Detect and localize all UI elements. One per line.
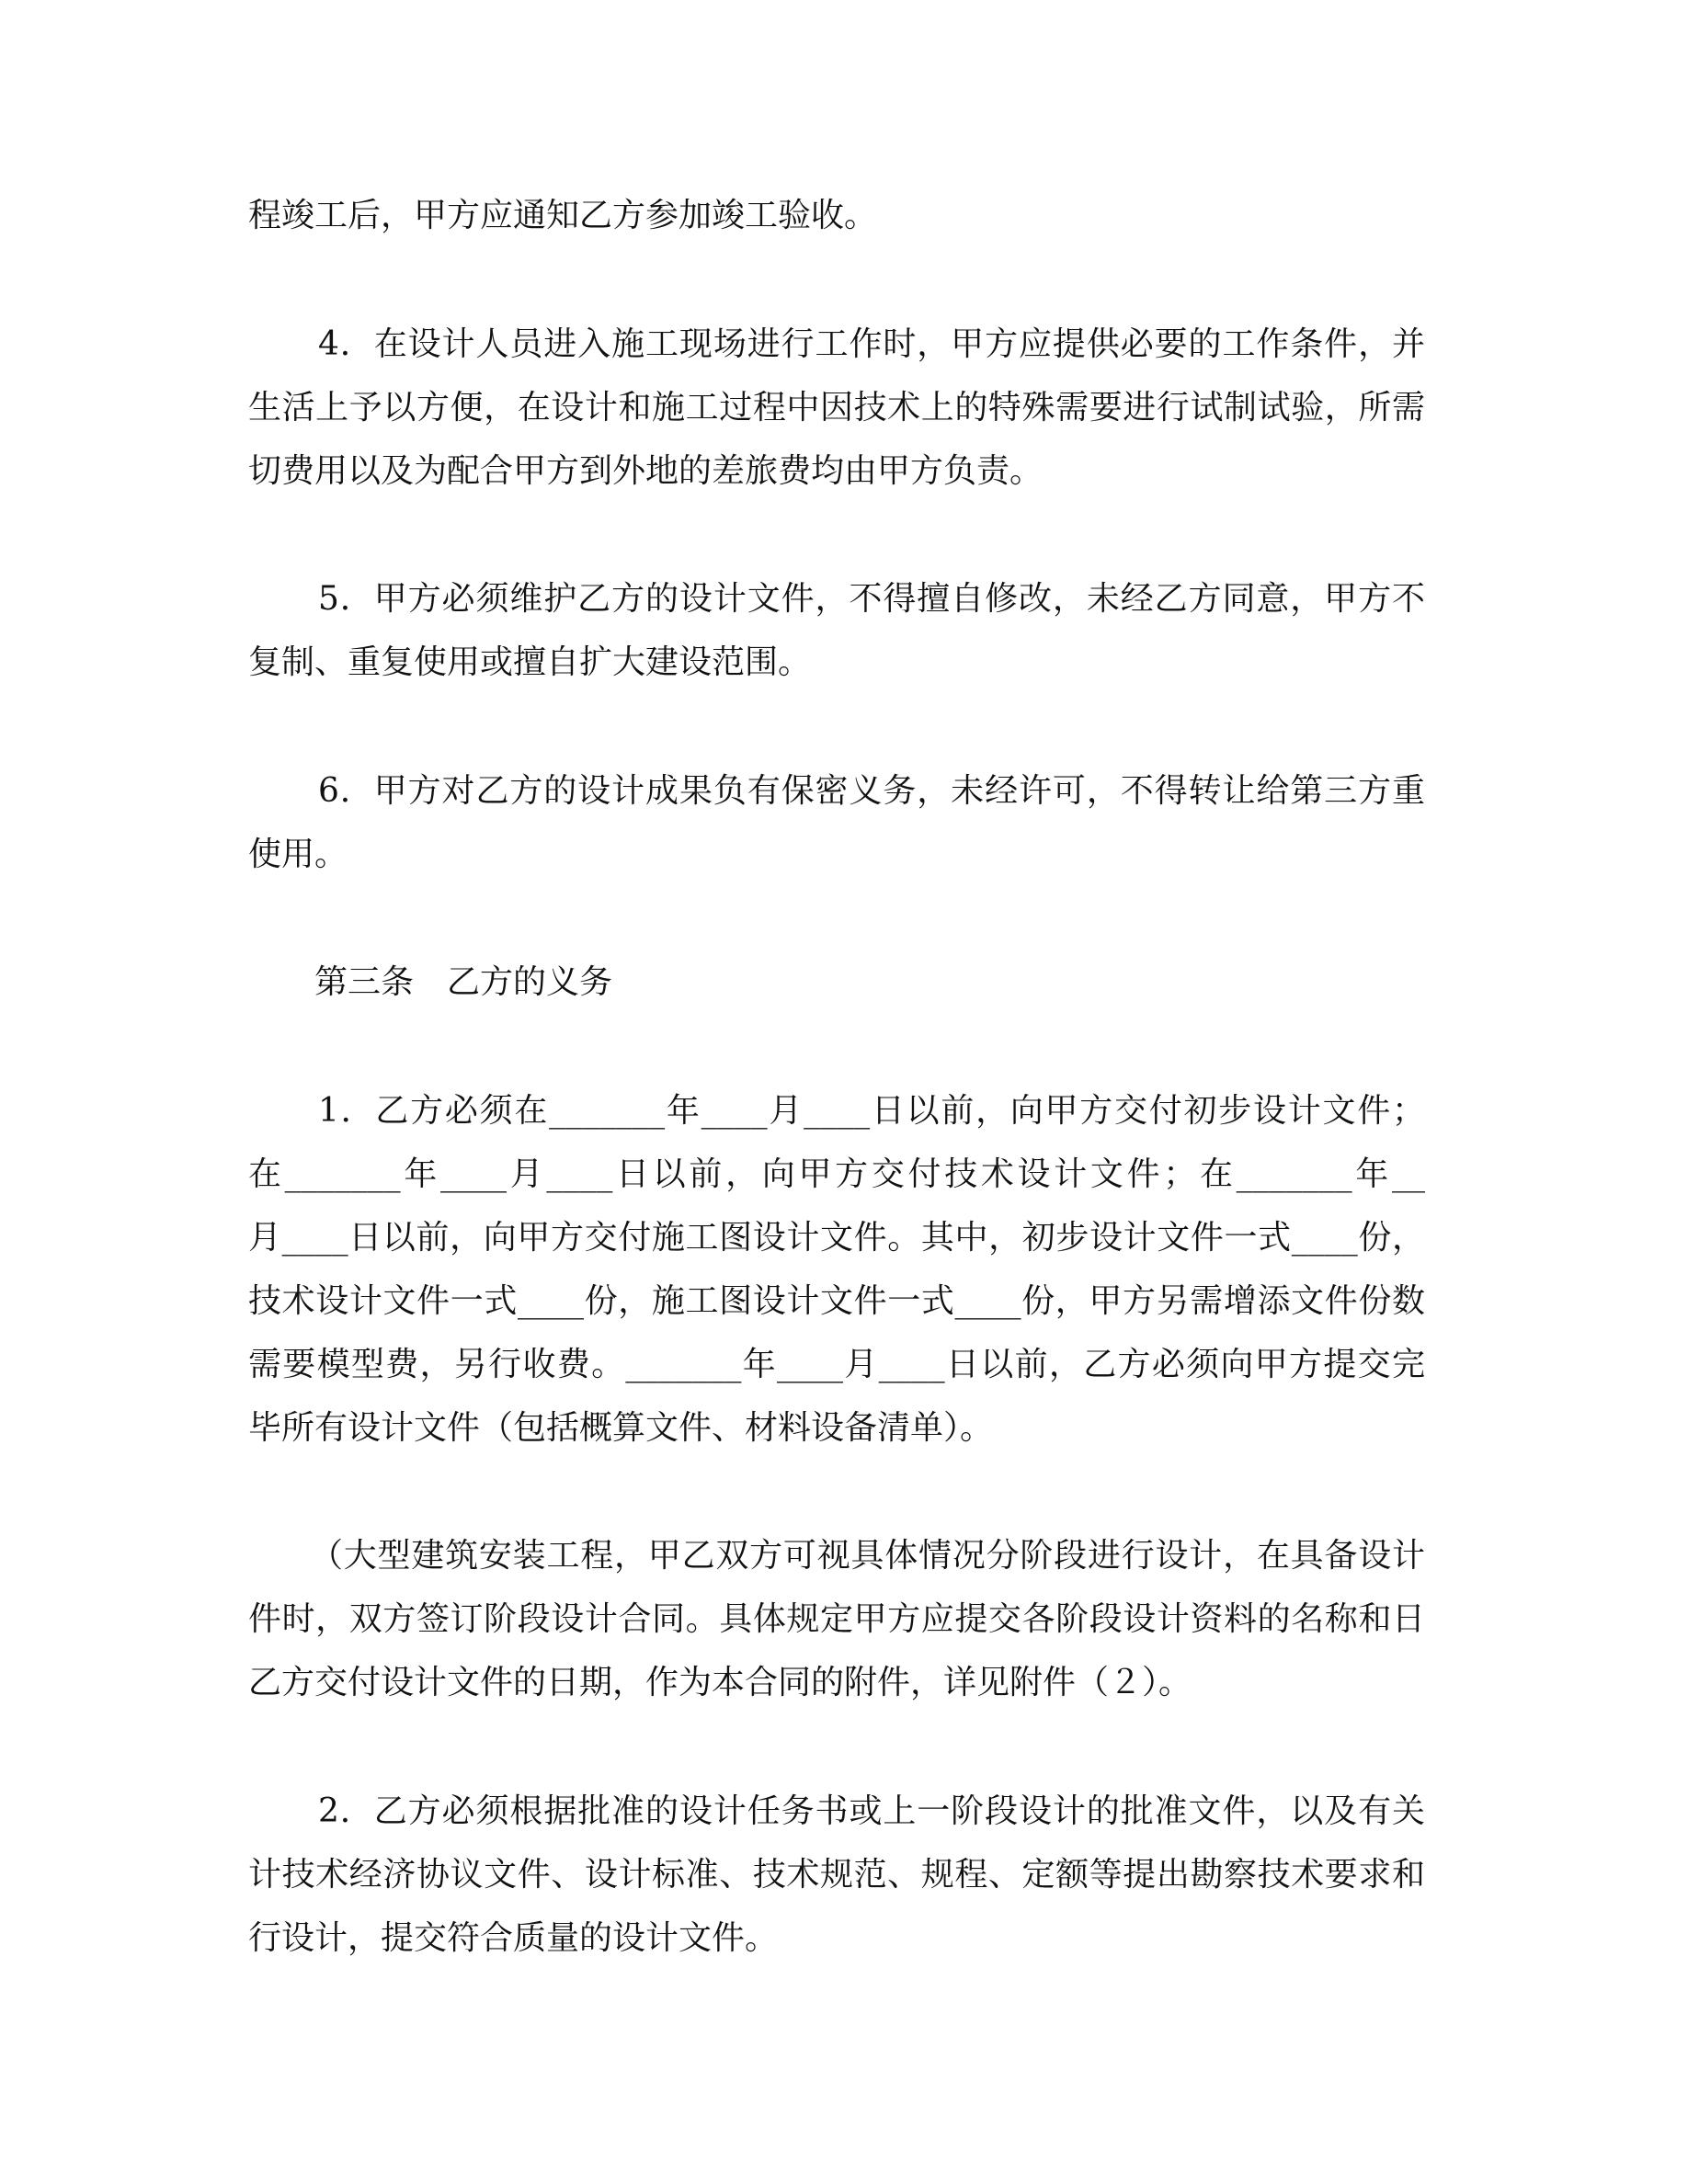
clause-5-line: 5．甲方必须维护乙方的设计文件，不得擅自修改，未经乙方同意，甲方不: [318, 580, 1425, 618]
obligation-1-line: 技术设计文件一式____份，施工图设计文件一式____份，甲方另需增添文件份数: [248, 1282, 1425, 1320]
obligation-2-line: 行设计，提交符合质量的设计文件。: [248, 1919, 779, 1957]
note-line: 乙方交付设计文件的日期，作为本合同的附件，详见附件（２）。: [248, 1664, 1192, 1701]
note-line: 件时，双方签订阶段设计合同。具体规定甲方应提交各阶段设计资料的名称和日: [248, 1600, 1425, 1638]
clause-4-line: 生活上予以方便，在设计和施工过程中因技术上的特殊需要进行试制试验，所需: [248, 389, 1425, 427]
obligation-2-line: 计技术经济协议文件、设计标准、技术规范、规程、定额等提出勘察技术要求和: [248, 1856, 1425, 1894]
obligation-1-line: 月____日以前，向甲方交付施工图设计文件。其中，初步设计文件一式____份，: [248, 1219, 1425, 1257]
section-heading: 第三条 乙方的义务: [314, 963, 613, 1001]
obligation-1-line: 在_______年____月____日以前，向甲方交付技术设计文件；在_______年__: [248, 1155, 1425, 1193]
obligation-1-line: 毕所有设计文件（包括概算文件、材料设备清单）。: [248, 1409, 994, 1447]
obligation-2-line: 2．乙方必须根据批准的设计任务书或上一阶段设计的批准文件，以及有关: [318, 1792, 1425, 1830]
obligation-1-line: 需要模型费，另行收费。_______年____月____日以前，乙方必须向甲方提交完: [248, 1346, 1425, 1383]
paragraph-line: 程竣工后，甲方应通知乙方参加竣工验收。: [248, 197, 878, 234]
clause-5-line: 复制、重复使用或擅自扩大建设范围。: [248, 643, 812, 681]
note-line: （大型建筑安装工程，甲乙双方可视具体情况分阶段进行设计，在具备设计: [310, 1537, 1425, 1575]
clause-4-line: 4．在设计人员进入施工现场进行工作时，甲方应提供必要的工作条件，并: [318, 325, 1425, 363]
clause-6-line: 使用。: [248, 836, 348, 873]
clause-6-line: 6．甲方对乙方的设计成果负有保密义务，未经许可，不得转让给第三方重: [318, 772, 1425, 810]
clause-4-line: 切费用以及为配合甲方到外地的差旅费均由甲方负责。: [248, 452, 1044, 490]
obligation-1-line: 1．乙方必须在_______年____月____日以前，向甲方交付初步设计文件；: [318, 1092, 1425, 1130]
